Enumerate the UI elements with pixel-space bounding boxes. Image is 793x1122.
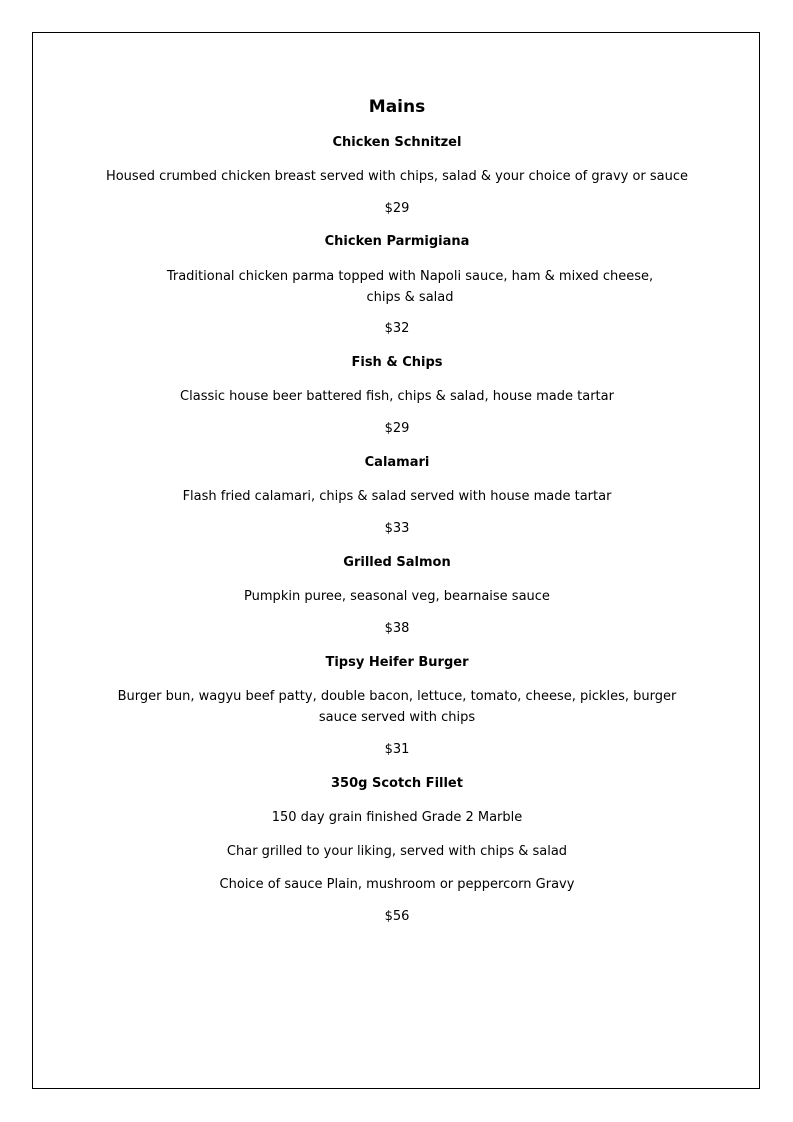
item-price: $31 <box>384 742 410 757</box>
item-description: 150 day grain finished Grade 2 Marble <box>271 810 523 825</box>
item-description: Traditional chicken parma topped with Napoli sauce, ham & mixed cheese, chips & salad <box>166 269 654 305</box>
item-description: Choice of sauce Plain, mushroom or peppercorn Gravy <box>219 877 575 892</box>
item-name: Chicken Parmigiana <box>324 234 470 249</box>
item-price: $56 <box>384 909 410 924</box>
item-name: Calamari <box>364 455 430 470</box>
item-description: Burger bun, wagyu beef patty, double bacon, lettuce, tomato, cheese, pickles, burger sauce served with chips <box>117 689 677 725</box>
section-title: Mains <box>368 97 426 117</box>
item-description: Pumpkin puree, seasonal veg, bearnaise sauce <box>244 589 550 604</box>
item-description: Housed crumbed chicken breast served with chips, salad & your choice of gravy or sauce <box>105 169 689 184</box>
item-name: Tipsy Heifer Burger <box>325 655 469 670</box>
item-name: 350g Scotch Fillet <box>331 776 463 791</box>
item-description: Classic house beer battered fish, chips & salad, house made tartar <box>180 389 614 404</box>
item-price: $38 <box>384 621 410 636</box>
item-name: Grilled Salmon <box>343 555 451 570</box>
item-price: $29 <box>384 421 410 436</box>
item-description: Flash fried calamari, chips & salad served with house made tartar <box>182 489 612 504</box>
item-price: $33 <box>384 521 410 536</box>
item-name: Chicken Schnitzel <box>332 135 462 150</box>
item-description: Char grilled to your liking, served with chips & salad <box>226 844 568 859</box>
item-price: $32 <box>384 321 410 336</box>
item-price: $29 <box>384 201 410 216</box>
item-name: Fish & Chips <box>351 355 443 370</box>
